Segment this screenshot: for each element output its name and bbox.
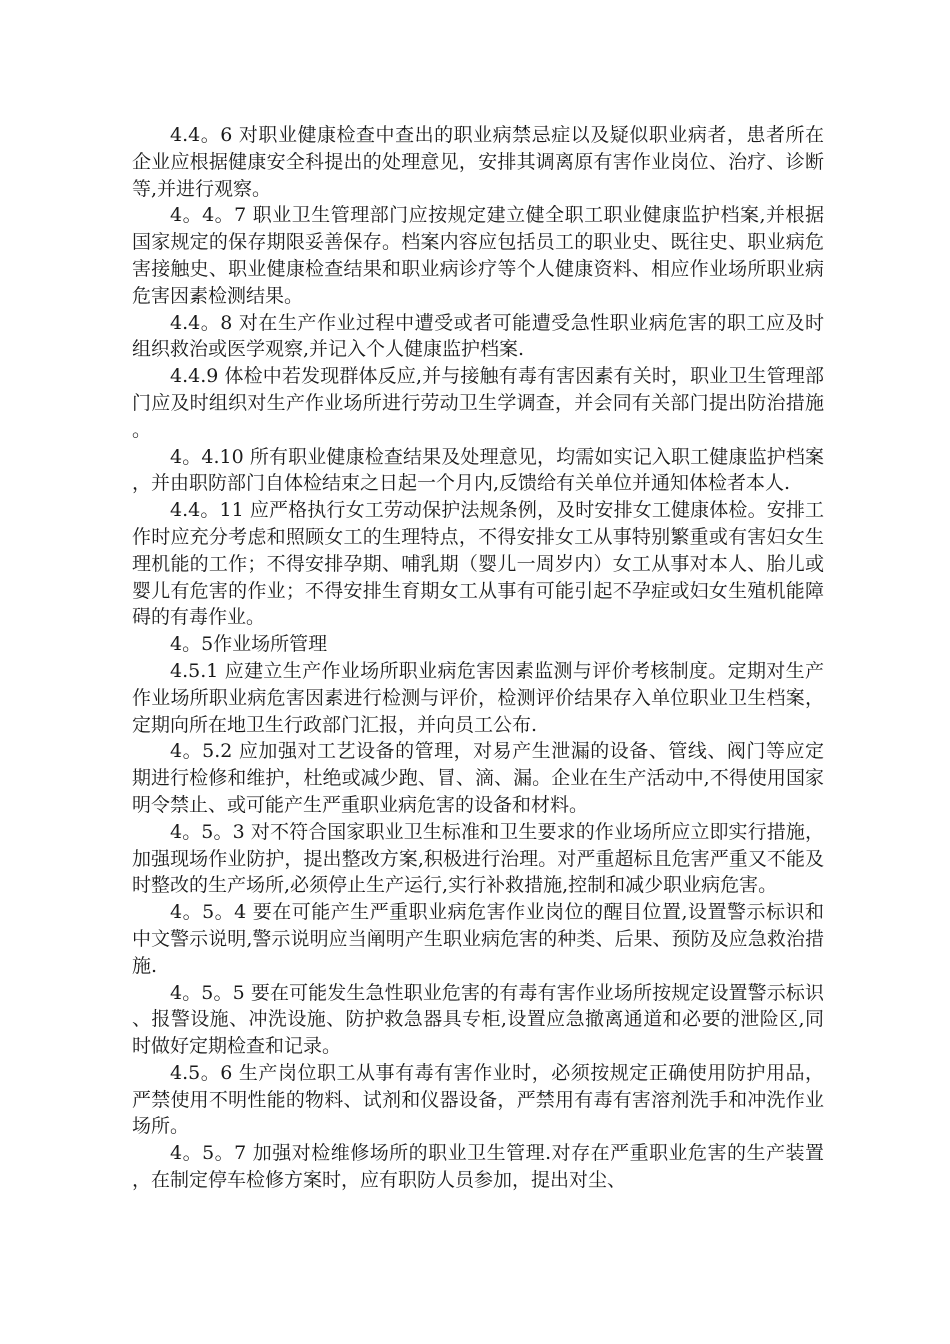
paragraph-4-5-6: 4.5。6 生产岗位职工从事有毒有害作业时，必须按规定正确使用防护用品，严禁使用不明性能的物料、试剂和仪器设备，严禁用有毒有害溶剂洗手和冲洗作业场所。 (132, 1061, 824, 1138)
paragraph-4-5-3: 4。5。3 对不符合国家职业卫生标准和卫生要求的作业场所应立即实行措施，加强现场作业防护，提出整改方案,积极进行治理。对严重超标且危害严重又不能及时整改的生产场所,必须停止生产运行,实行补救措施,控制和减少职业病危害。 (132, 820, 824, 897)
section-heading-4-5: 4。5作业场所管理 (170, 633, 328, 656)
paragraph-4-4-11: 4.4。11 应严格执行女工劳动保护法规条例，及时安排女工健康体检。安排工作时应充分考虑和照顾女工的生理特点，不得安排女工从事特别繁重或有害妇女生理机能的工作；不得安排孕期、哺乳期（婴儿一周岁内）女工从事对本人、胎儿或婴儿有危害的作业；不得安排生育期女工从事有可能引起不孕症或妇女生殖机能障碍的有毒作业。 (132, 499, 824, 629)
paragraph-4-4-7: 4。4。7 职业卫生管理部门应按规定建立健全职工职业健康监护档案,并根据国家规定的保存期限妥善保存。档案内容应包括员工的职业史、既往史、职业病危害接触史、职业健康检查结果和职业病诊疗等个人健康资料、相应作业场所职业病危害因素检测结果。 (132, 204, 824, 307)
paragraph-4-5-5: 4。5。5 要在可能发生急性职业危害的有毒有害作业场所按规定设置警示标识、报警设施、冲洗设施、防护救急器具专柜,设置应急撤离通道和必要的泄险区,同时做好定期检查和记录。 (132, 981, 824, 1058)
document-body (132, 122, 824, 1194)
paragraph-4-4-6: 4.4。6 对职业健康检查中查出的职业病禁忌症以及疑似职业病者，患者所在企业应根据健康安全科提出的处理意见，安排其调离原有害作业岗位、治疗、诊断等,并进行观察。 (132, 124, 824, 200)
paragraph-4-5-4: 4。5。4 要在可能产生严重职业病危害作业岗位的醒目位置,设置警示标识和中文警示说明,警示说明应当阐明产生职业病危害的种类、后果、预防及应急救治措施. (132, 901, 824, 977)
paragraph-4-4-10: 4。4.10 所有职业健康检查结果及处理意见，均需如实记入职工健康监护档案，并由职防部门自体检结束之日起一个月内,反馈给有关单位并通知体检者本人. (132, 445, 824, 495)
paragraph-4-4-9: 4.4.9 体检中若发现群体反应,并与接触有毒有害因素有关时，职业卫生管理部门应及时组织对生产作业场所进行劳动卫生学调查，并会同有关部门提出防治措施。 (132, 365, 824, 441)
paragraph-4-5-1: 4.5.1 应建立生产作业场所职业病危害因素监测与评价考核制度。定期对生产作业场所职业病危害因素进行检测与评价，检测评价结果存入单位职业卫生档案，定期向所在地卫生行政部门汇报，并向员工公布. (132, 659, 824, 736)
paragraph-4-5-2: 4。5.2 应加强对工艺设备的管理，对易产生泄漏的设备、管线、阀门等应定期进行检修和维护，杜绝或减少跑、冒、滴、漏。企业在生产活动中,不得使用国家明令禁止、或可能产生严重职业病危害的设备和材料。 (132, 740, 824, 816)
paragraph-4-4-8: 4.4。8 对在生产作业过程中遭受或者可能遭受急性职业病危害的职工应及时组织救治或医学观察,并记入个人健康监护档案. (132, 311, 824, 361)
paragraph-4-5-7: 4。5。7 加强对检维修场所的职业卫生管理.对存在严重职业危害的生产装置，在制定停车检修方案时，应有职防人员参加，提出对尘、 (132, 1142, 824, 1192)
